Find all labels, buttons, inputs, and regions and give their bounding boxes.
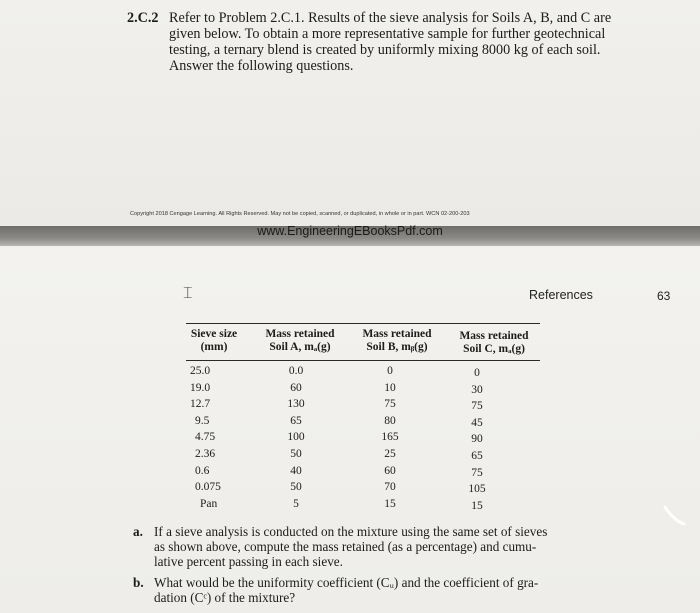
problem-text (169, 10, 649, 74)
mass-retained-cell: 15 (471, 499, 483, 512)
question-line: as shown above, compute the mass retained (as a percentage) and cumu- (154, 539, 537, 554)
question-label: a. (133, 524, 143, 539)
mass-retained-cell: 70 (384, 481, 396, 494)
table-top-rule (186, 323, 540, 324)
mass-retained-cell: 0 (474, 367, 480, 379)
mass-retained-cell: 0 (387, 365, 393, 377)
mass-retained-cell: 65 (471, 450, 483, 462)
mass-retained-cell: 0.0 (288, 365, 304, 377)
question-label: b. (133, 575, 144, 590)
sieve-size-cell: 9.5 (195, 414, 210, 427)
mass-retained-cell: 105 (468, 483, 486, 496)
pen-mark-icon (662, 505, 686, 527)
website-watermark: www.EngineeringEBooksPdf.com (257, 224, 443, 238)
mass-retained-cell: 80 (384, 414, 396, 427)
mass-retained-cell: 90 (471, 433, 483, 446)
sieve-size-cell: 2.36 (195, 448, 216, 460)
text-cursor-icon: ⌶ (183, 283, 193, 302)
copyright-notice: Copyright 2018 Cengage Learning. All Rights Reserved. May not be copied, scanned, or duplicated, in whole or in part. WCN 02-200-203 (130, 211, 470, 217)
mass-retained-cell: 25 (384, 448, 396, 460)
mass-retained-cell: 45 (471, 416, 483, 429)
page-number: 63 (657, 289, 671, 303)
mass-retained-cell: 15 (384, 497, 396, 510)
problem-line: Refer to Problem 2.C.1. Results of the sieve analysis for Soils A, B, and C are (169, 10, 612, 26)
mass-retained-cell: 65 (290, 414, 302, 427)
header-soil-c: Mass retained Soil C, mₐ(g) (459, 330, 529, 355)
problem-number: 2.C.2 (127, 10, 159, 26)
sieve-size-cell: 0.075 (195, 481, 221, 494)
mass-retained-cell: 165 (381, 431, 399, 444)
sieve-size-cell: 19.0 (190, 381, 211, 394)
question-line: What would be the uniformity coefficient (Cᵤ) and the coefficient of gra- (154, 575, 539, 590)
mass-retained-cell: 100 (287, 431, 305, 444)
question-line: If a sieve analysis is conducted on the mixture using the same set of sieves (154, 524, 548, 539)
table-header-rule (186, 360, 540, 361)
question-line: dation (Cᶜ) of the mixture? (154, 590, 296, 605)
mass-retained-cell: 60 (290, 381, 302, 394)
mass-retained-cell: 10 (384, 381, 396, 394)
mass-retained-cell: 75 (384, 398, 396, 411)
mass-retained-cell: 75 (471, 466, 483, 479)
header-soil-b: Mass retained Soil B, mᵦ(g) (362, 328, 432, 353)
sieve-size-cell: 12.7 (190, 398, 211, 411)
header-soil-a: Mass retained Soil A, mₐ(g) (265, 328, 335, 353)
mass-retained-cell: 50 (290, 448, 302, 460)
sieve-size-cell: 0.6 (195, 464, 210, 477)
header-sieve-size: Sieve size (mm) (190, 328, 238, 353)
references-link[interactable]: References (529, 288, 593, 302)
mass-retained-cell: 40 (290, 464, 302, 477)
problem-line: testing, a ternary blend is created by uniformly mixing 8000 kg of each soil. (169, 42, 601, 58)
mass-retained-cell: 5 (293, 497, 299, 510)
mass-retained-cell: 75 (471, 400, 483, 413)
sieve-size-cell: 25.0 (190, 365, 211, 377)
problem-line: Answer the following questions. (169, 58, 354, 74)
mass-retained-cell: 60 (384, 464, 396, 477)
question-line: lative percent passing in each sieve. (154, 554, 343, 569)
problem-line: given below. To obtain a more representative sample for further geotechnical (169, 26, 606, 42)
sieve-size-cell: Pan (200, 497, 218, 510)
mass-retained-cell: 30 (471, 383, 483, 396)
mass-retained-cell: 50 (290, 481, 302, 494)
sieve-size-cell: 4.75 (195, 431, 216, 444)
mass-retained-cell: 130 (287, 398, 305, 411)
